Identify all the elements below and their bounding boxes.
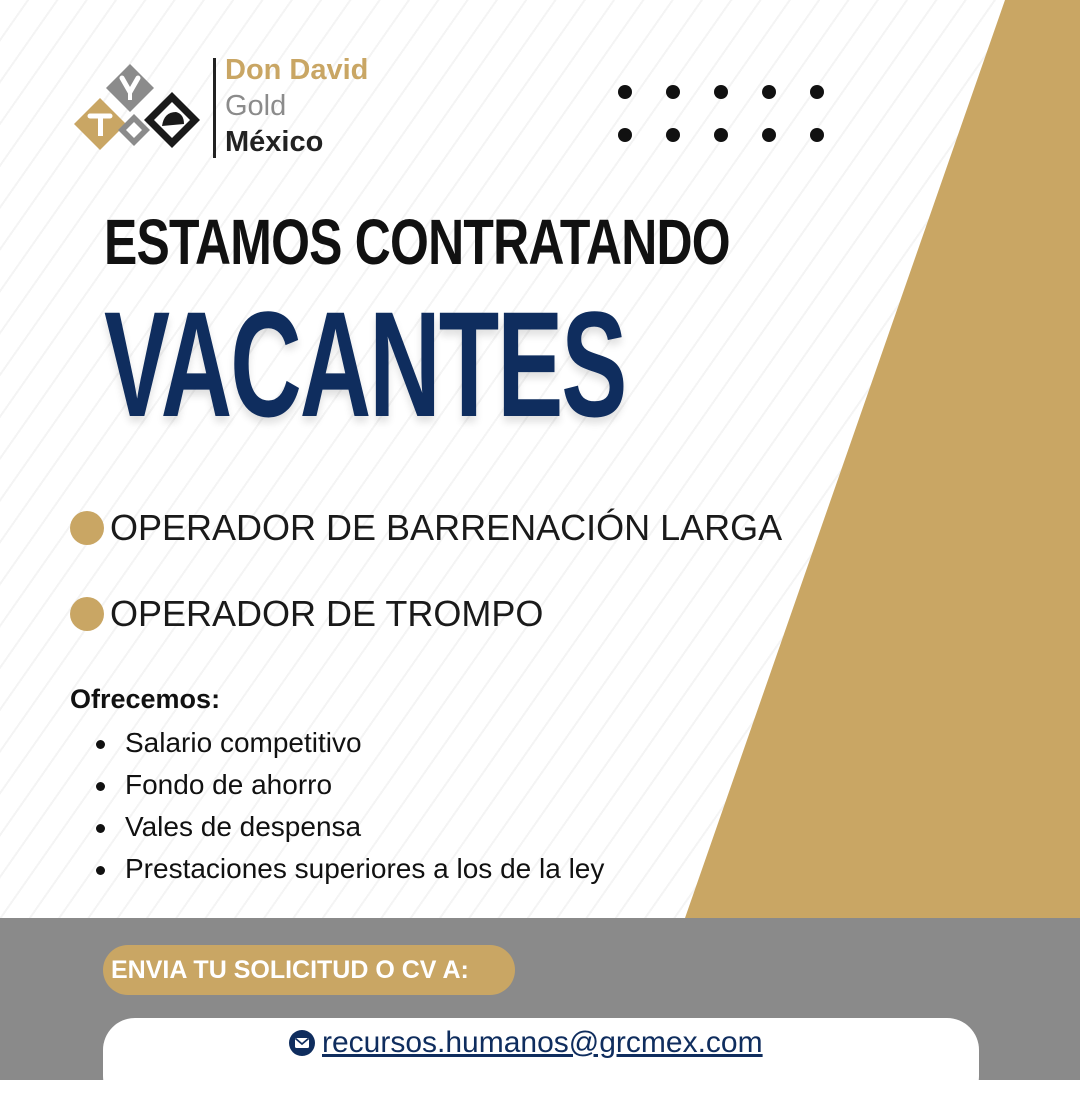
bullet-dot-icon bbox=[96, 824, 105, 833]
bullet-dot-icon bbox=[96, 866, 105, 875]
vacancy-item bbox=[70, 594, 543, 634]
bullet-dot-icon bbox=[96, 740, 105, 749]
offer-text: Vales de despensa bbox=[125, 811, 362, 842]
gold-bullet-icon bbox=[70, 597, 104, 631]
offer-text: Prestaciones superiores a los de la ley bbox=[125, 853, 605, 884]
mail-icon bbox=[288, 1029, 316, 1057]
offers-list bbox=[92, 724, 604, 892]
email-link[interactable] bbox=[288, 1026, 763, 1060]
hiring-kicker: ESTAMOS CONTRATANDO bbox=[104, 206, 730, 278]
offer-item bbox=[92, 766, 604, 808]
offer-text: Salario competitivo bbox=[125, 727, 362, 758]
brand-line-3: México bbox=[225, 126, 324, 158]
email-address[interactable]: recursos.humanos@grcmex.com bbox=[322, 1026, 763, 1059]
vacancy-label: OPERADOR DE BARRENACIÓN LARGA bbox=[110, 507, 783, 548]
offer-text: Fondo de ahorro bbox=[125, 769, 333, 800]
vacancy-label: OPERADOR DE TROMPO bbox=[110, 593, 544, 634]
offers-heading: Ofrecemos: bbox=[70, 684, 221, 714]
bullet-dot-icon bbox=[96, 782, 105, 791]
brand-logo-mark-icon bbox=[70, 62, 204, 158]
logo-divider bbox=[213, 58, 216, 158]
brand-line-1: Don David bbox=[225, 54, 369, 86]
brand-line-2: Gold bbox=[225, 90, 287, 122]
vacancies-title: VACANTES bbox=[104, 280, 626, 448]
cta-pill: ENVIA TU SOLICITUD O CV A: bbox=[103, 945, 515, 995]
vacancy-item bbox=[70, 508, 782, 548]
offer-item bbox=[92, 724, 604, 766]
brand-logo bbox=[70, 54, 400, 162]
offer-item bbox=[92, 808, 604, 850]
brand-name bbox=[225, 56, 368, 157]
offer-item bbox=[92, 850, 604, 892]
gold-bullet-icon bbox=[70, 511, 104, 545]
decorative-dots bbox=[610, 78, 840, 150]
